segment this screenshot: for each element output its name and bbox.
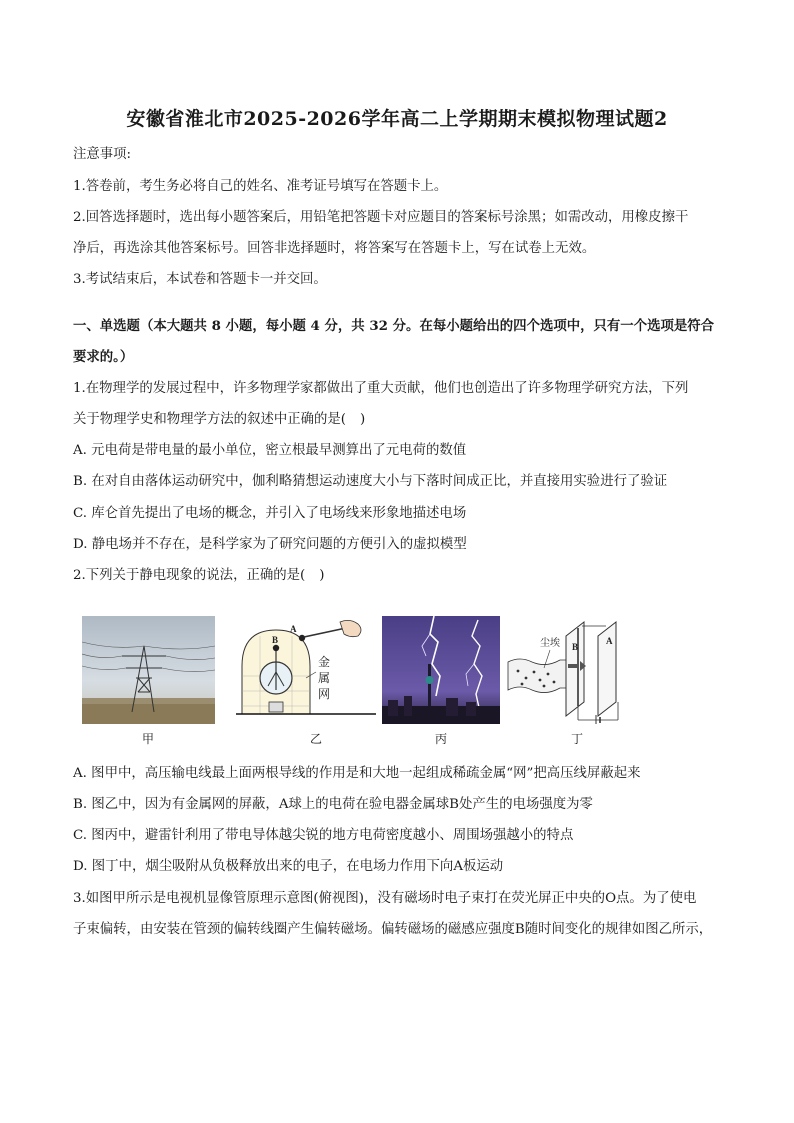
q1-option-c: C. 库仑首先提出了电场的概念，并引入了电场线来形象地描述电场 — [73, 506, 467, 521]
q1-paren-close: ) — [360, 412, 366, 427]
label-plate-a: A — [606, 636, 613, 646]
q2-paren-close: ) — [319, 568, 325, 583]
label-mesh-3: 网 — [318, 687, 331, 701]
section-heading: 一、单选题（本大题共 8 小题，每小题 4 分，共 32 分。在每小题给出的四个选项中，只有一个选项是符合 — [73, 318, 715, 334]
notice-item-3: 3.考试结束后，本试卷和答题卡一并交回。 — [73, 272, 327, 287]
q2-option-c: C. 图丙中，避雷针利用了带电导体越尖锐的地方电荷密度越小、周围场强越小的特点 — [73, 828, 574, 843]
label-mesh-1: 金 — [318, 655, 331, 669]
label-dust: 尘埃 — [540, 638, 560, 649]
q1-option-a: A. 元电荷是带电量的最小单位，密立根最早测算出了元电荷的数值 — [73, 443, 467, 458]
q2-stem-text: 2.下列关于静电现象的说法，正确的是( — [73, 568, 306, 583]
q2-option-d: D. 图丁中，烟尘吸附从负极释放出来的电子，在电场力作用下向A板运动 — [73, 859, 504, 874]
q1-option-b: B. 在对自由落体运动研究中，伽利略猜想运动速度大小与下落时间成正比，并直接用实验进行了验证 — [73, 474, 668, 489]
notice-item-2: 2.回答选择题时，选出每小题答案后，用铅笔把答题卡对应题目的答案标号涂黑；如需改动，用橡皮擦干 — [73, 210, 689, 225]
figure-jia-transmission-tower — [82, 616, 215, 724]
notice-heading: 注意事项: — [73, 147, 132, 162]
notice-item-1: 1.答卷前，考生务必将自己的姓名、准考证号填写在答题卡上。 — [73, 179, 448, 194]
label-ball-b: B — [272, 635, 279, 645]
label-ball-a: A — [290, 624, 297, 634]
figure-bing-lightning — [382, 616, 500, 724]
label-plate-b: B — [572, 642, 579, 652]
q2-option-a: A. 图甲中，高压输电线最上面两根导线的作用是和大地一起组成稀疏金属“网”把高压线屏蔽起来 — [73, 766, 641, 781]
figure-ding-precipitator — [506, 616, 636, 724]
section-heading-cont: 要求的。） — [73, 349, 134, 365]
q1-option-d: D. 静电场并不存在，是科学家为了研究问题的方便引入的虚拟模型 — [73, 537, 467, 552]
q2-figures — [82, 616, 642, 748]
label-mesh-2: 属 — [318, 671, 331, 685]
figure-label-ding: 丁 — [570, 732, 583, 746]
exam-title: 安徽省淮北市2025-2026学年高二上学期期末模拟物理试题2 — [126, 108, 668, 130]
q1-stem: 1.在物理学的发展过程中，许多物理学家都做出了重大贡献，他们也创造出了许多物理学研究方法，下列 — [73, 381, 689, 396]
q3-stem: 3.如图甲所示是电视机显像管原理示意图(俯视图)，没有磁场时电子束打在荧光屏正中央的O点。为了使电 — [73, 891, 697, 906]
q3-stem-cont: 子束偏转，由安装在管颈的偏转线圈产生偏转磁场。偏转磁场的磁感应强度B随时间变化的规律如图乙所示， — [73, 922, 713, 937]
figure-yi-electroscope-mesh — [236, 616, 376, 724]
q2-stem — [73, 567, 723, 585]
q1-stem-cont — [73, 411, 723, 429]
figure-label-yi: 乙 — [309, 732, 322, 746]
notice-item-2-cont: 净后，再选涂其他答案标号。回答非选择题时，将答案写在答题卡上，写在试卷上无效。 — [73, 241, 596, 256]
q2-option-b: B. 图乙中，因为有金属网的屏蔽，A球上的电荷在验电器金属球B处产生的电场强度为零 — [73, 797, 593, 812]
q1-stem-text: 关于物理学史和物理学方法的叙述中正确的是( — [73, 412, 347, 427]
figure-label-bing: 丙 — [434, 732, 447, 746]
figure-label-jia: 甲 — [141, 732, 154, 746]
